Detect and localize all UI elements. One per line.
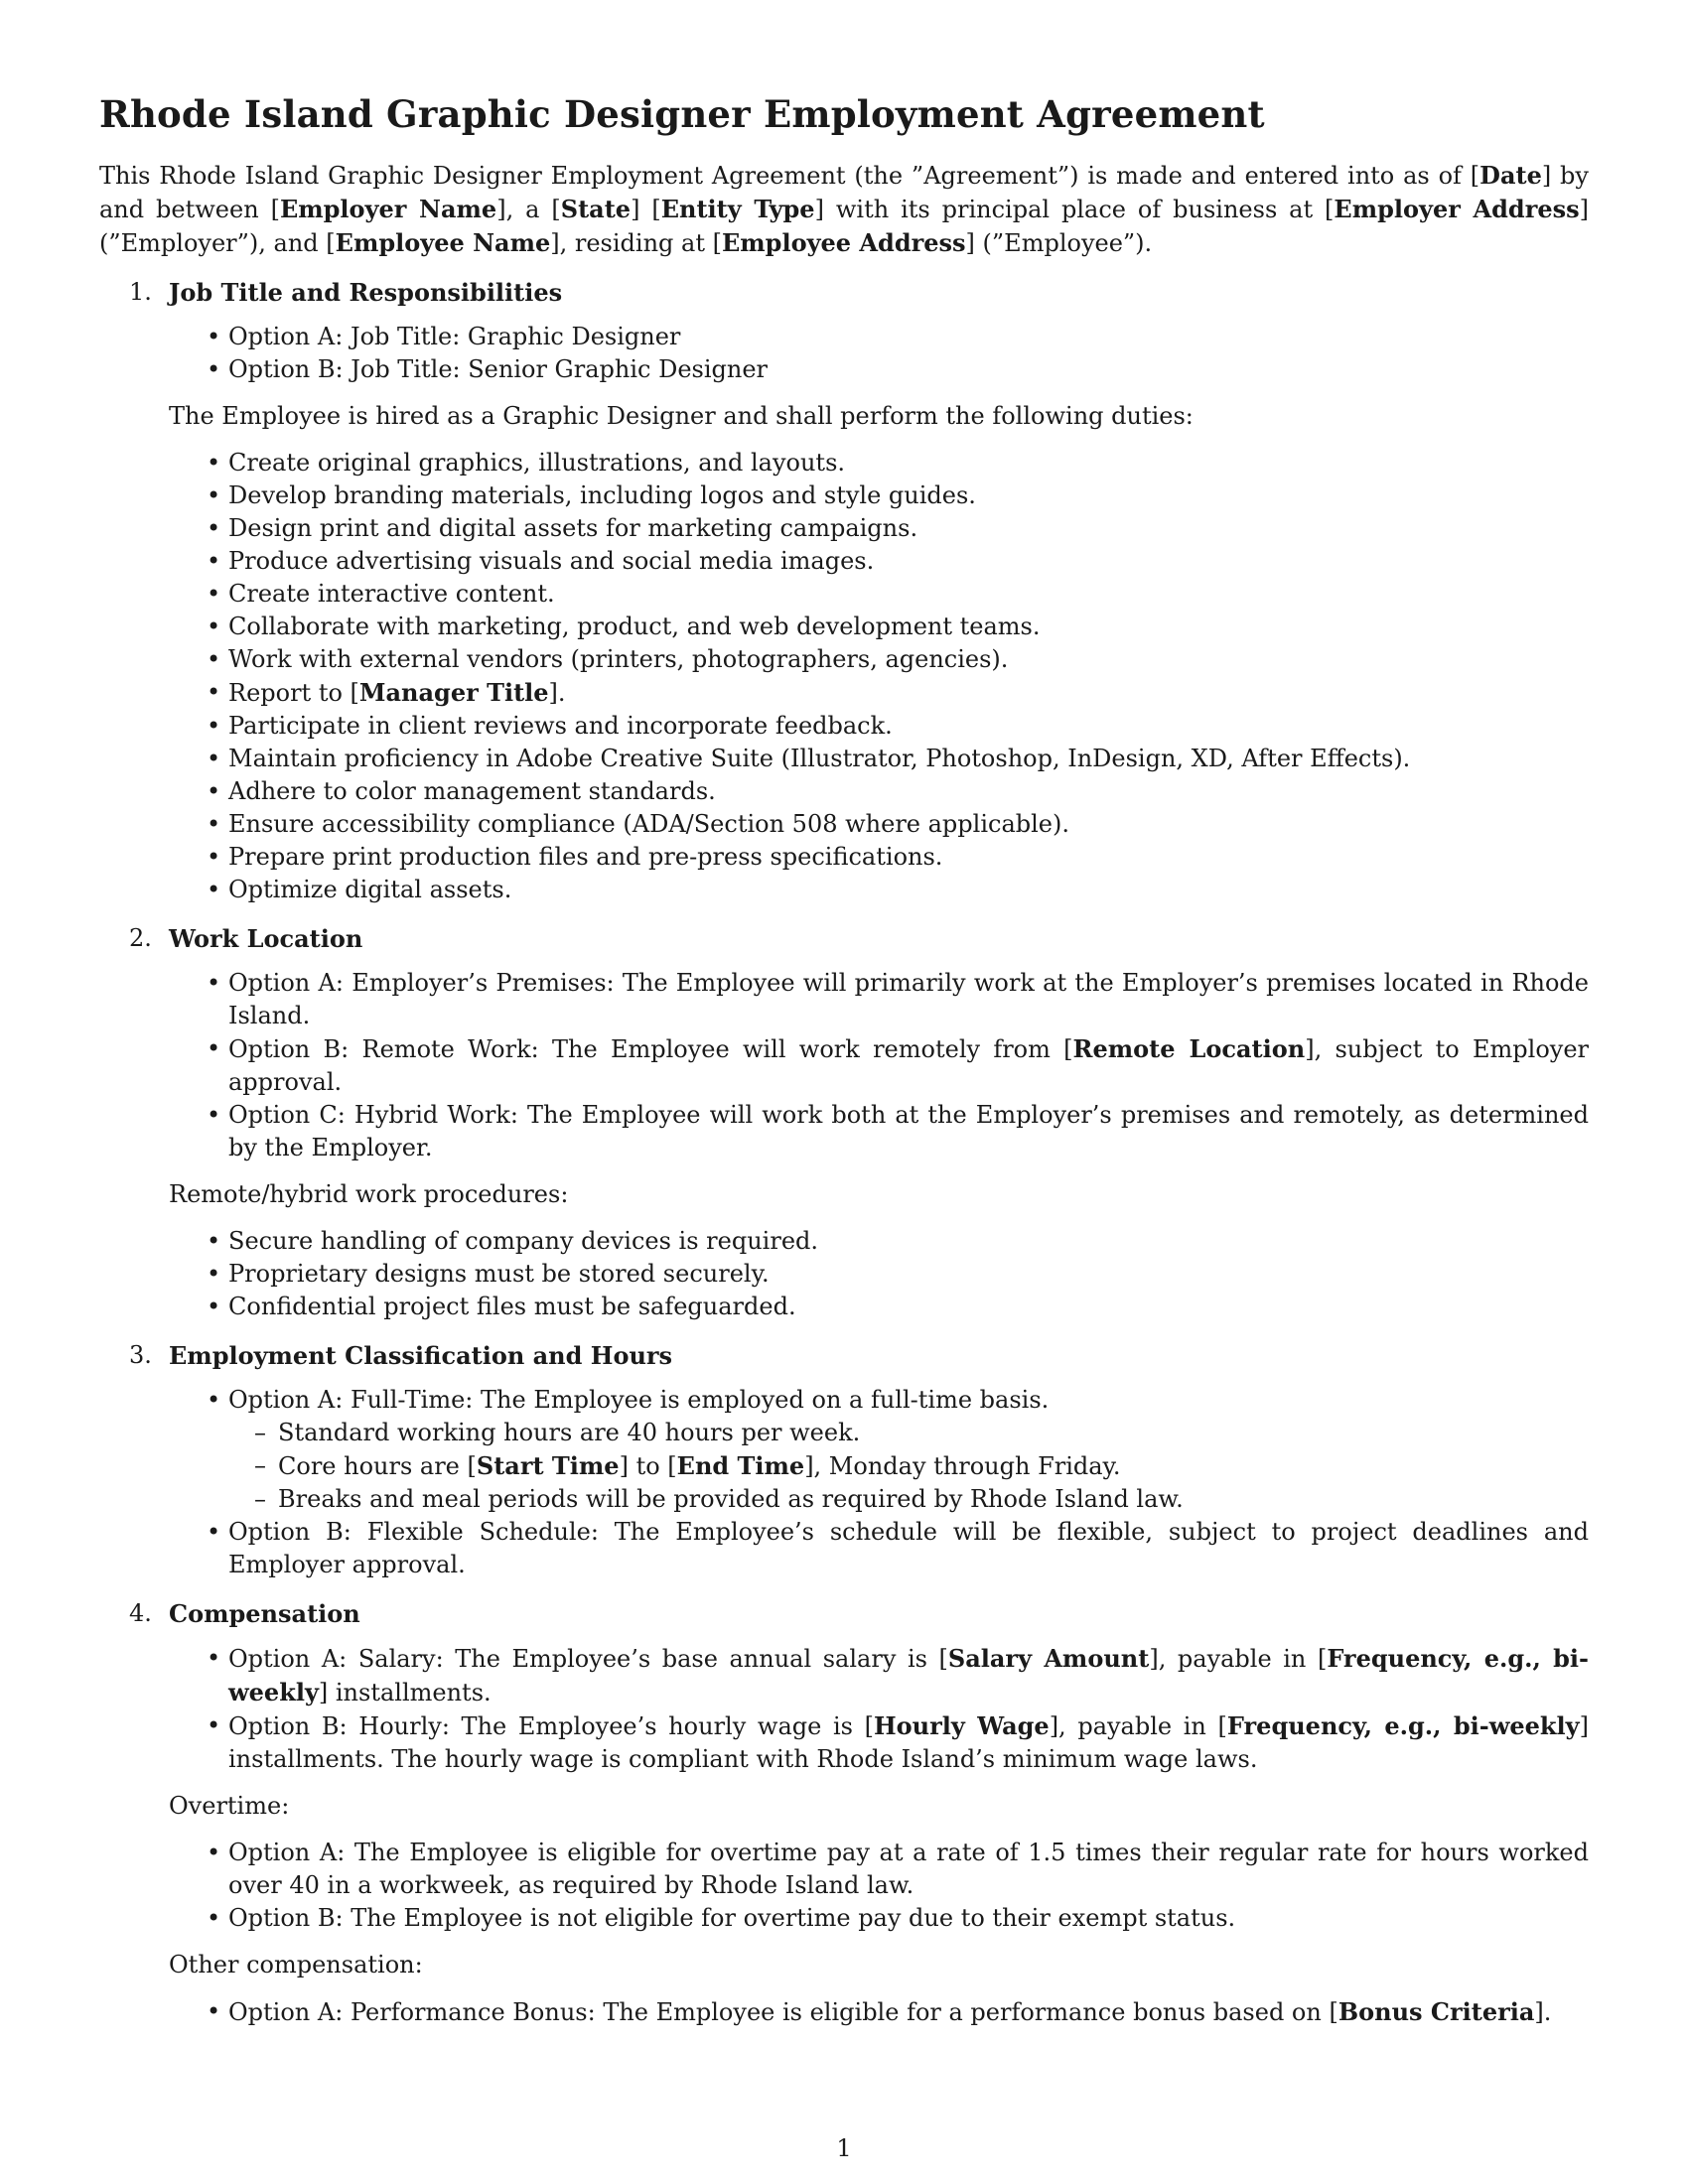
end-time-placeholder: End Time	[676, 1451, 805, 1480]
entity-type-placeholder: Entity Type	[660, 195, 815, 223]
overtime-label: Overtime:	[169, 1792, 290, 1820]
duties-intro: The Employee is hired as a Graphic Designer and shall perform the following duties:	[169, 402, 1194, 430]
intro-text: ] (”Employer”), and [	[99, 196, 1590, 257]
employer-name-placeholder: Employer Name	[279, 195, 497, 223]
employee-name-placeholder: Employee Name	[335, 228, 551, 257]
salary-amount-placeholder: Salary Amount	[947, 1644, 1150, 1673]
list-item: • Option B: Flexible Schedule: The Employee’s schedule will be flexible, subject to project deadlines and Employer approval.	[228, 1516, 1589, 1581]
list-item: • Ensure accessibility compliance (ADA/Section 508 where applicable).	[228, 808, 1589, 841]
list-item: • Create interactive content.	[228, 578, 1589, 611]
intro-text: This Rhode Island Graphic Designer Employment Agreement (the ”Agreement”) is made and entered into as of [	[99, 162, 1480, 190]
page-number: 1	[836, 2134, 852, 2162]
section-work-location	[99, 922, 1589, 1323]
list-item: • Confidential project files must be safeguarded.	[228, 1291, 1589, 1323]
section-title: Employment Classification and Hours	[169, 1341, 673, 1370]
list-item: • Option B: Remote Work: The Employee will work remotely from [Remote Location], subject to Employer approval.	[228, 1032, 1589, 1099]
intro-text: ] by and between [	[99, 162, 1589, 223]
overtime-options	[169, 1837, 1589, 1935]
classification-options	[169, 1384, 1589, 1581]
start-time-placeholder: Start Time	[476, 1451, 620, 1480]
section-title: Work Location	[169, 924, 363, 953]
section-title: Job Title and Responsibilities	[169, 278, 563, 307]
list-item: • Option B: The Employee is not eligible for overtime pay due to their exempt status.	[228, 1902, 1589, 1935]
procedures-intro: Remote/hybrid work procedures:	[169, 1180, 569, 1208]
section-compensation	[99, 1597, 1589, 2029]
list-item: • Option A: Salary: The Employee’s base annual salary is [Salary Amount], payable in [Frequency, e.g., bi-weekly] installments.	[228, 1642, 1589, 1709]
list-item: • Participate in client reviews and incorporate feedback.	[228, 710, 1589, 743]
list-item: • Secure handling of company devices is required.	[228, 1225, 1589, 1258]
employee-address-placeholder: Employee Address	[721, 228, 966, 257]
list-item: • Optimize digital assets.	[228, 874, 1589, 906]
bonus-criteria-placeholder: Bonus Criteria	[1337, 1997, 1535, 2026]
intro-text: ] (”Employee”).	[965, 229, 1153, 257]
list-item: • Option A: Full-Time: The Employee is employed on a full-time basis. – Standard working hours are 40 hours per week. – Core hours are [Start Time] to [End Time], Monday through Friday. – Breaks and meal periods will be provided as required by Rhode Island law.	[228, 1384, 1589, 1516]
procedures-list	[169, 1225, 1589, 1323]
document-title: Rhode Island Graphic Designer Employment Agreement	[99, 92, 1265, 136]
list-item: • Design print and digital assets for marketing campaigns.	[228, 512, 1589, 545]
list-item: • Develop branding materials, including logos and style guides.	[228, 479, 1589, 512]
intro-text: ] with its principal place of business at [	[814, 196, 1335, 223]
section-job-title	[99, 276, 1589, 906]
manager-title-placeholder: Manager Title	[358, 678, 549, 707]
remote-location-placeholder: Remote Location	[1072, 1034, 1306, 1063]
compensation-options	[169, 1642, 1589, 1776]
list-item: • Collaborate with marketing, product, and web development teams.	[228, 611, 1589, 643]
list-item: • Proprietary designs must be stored securely.	[228, 1258, 1589, 1291]
list-item: • Maintain proficiency in Adobe Creative Suite (Illustrator, Photoshop, InDesign, XD, After Effects).	[228, 743, 1589, 775]
section-title: Compensation	[169, 1599, 360, 1628]
frequency-placeholder: Frequency, e.g., bi-weekly	[228, 1644, 1589, 1706]
state-placeholder: State	[560, 195, 632, 223]
duties-list	[169, 447, 1589, 906]
other-compensation-label: Other compensation:	[169, 1951, 423, 1979]
employer-address-placeholder: Employer Address	[1334, 195, 1580, 223]
section-number: 3.	[129, 1341, 152, 1369]
work-location-options	[169, 967, 1589, 1164]
full-time-details	[228, 1417, 1589, 1516]
other-compensation-options	[169, 1995, 1589, 2029]
list-item: • Report to [Manager Title].	[228, 676, 1589, 710]
date-placeholder: Date	[1479, 161, 1542, 190]
section-number: 1.	[129, 278, 152, 306]
list-item: • Adhere to color management standards.	[228, 775, 1589, 808]
document-page	[99, 79, 1589, 2045]
intro-text: ], residing at [	[550, 229, 722, 257]
list-item: • Prepare print production files and pre-press specifications.	[228, 841, 1589, 874]
job-title-options	[169, 321, 1589, 386]
list-item: • Option A: Employer’s Premises: The Employee will primarily work at the Employer’s premises located in Rhode Island.	[228, 967, 1589, 1032]
list-item: • Option C: Hybrid Work: The Employee will work both at the Employer’s premises and remotely, as determined by the Employer.	[228, 1099, 1589, 1164]
section-number: 4.	[129, 1599, 152, 1627]
sub-list-item: – Core hours are [Start Time] to [End Time], Monday through Friday.	[278, 1449, 1589, 1483]
sub-list-item: – Standard working hours are 40 hours per week.	[278, 1417, 1589, 1449]
intro-text: ], a [	[496, 196, 561, 223]
list-item: • Produce advertising visuals and social media images.	[228, 545, 1589, 578]
list-item: • Option A: Performance Bonus: The Employee is eligible for a performance bonus based on [Bonus Criteria].	[228, 1995, 1589, 2029]
section-number: 2.	[129, 924, 152, 952]
intro-text: ] [	[631, 196, 661, 223]
frequency-placeholder: Frequency, e.g., bi-weekly	[1226, 1711, 1580, 1740]
sections-list	[99, 276, 1589, 2029]
sub-list-item: – Breaks and meal periods will be provided as required by Rhode Island law.	[278, 1483, 1589, 1516]
list-item: • Option A: The Employee is eligible for overtime pay at a rate of 1.5 times their regular rate for hours worked over 40 in a workweek, as required by Rhode Island law.	[228, 1837, 1589, 1902]
list-item: • Work with external vendors (printers, photographers, agencies).	[228, 643, 1589, 676]
intro-paragraph	[99, 159, 1589, 260]
hourly-wage-placeholder: Hourly Wage	[874, 1711, 1050, 1740]
list-item: • Create original graphics, illustrations, and layouts.	[228, 447, 1589, 479]
list-item: • Option B: Job Title: Senior Graphic Designer	[228, 353, 1589, 386]
list-item: • Option B: Hourly: The Employee’s hourly wage is [Hourly Wage], payable in [Frequency, e.g., bi-weekly] installments. The hourly wage is compliant with Rhode Island’s minimum wage laws.	[228, 1709, 1589, 1776]
section-classification-hours	[99, 1339, 1589, 1581]
list-item: • Option A: Job Title: Graphic Designer	[228, 321, 1589, 353]
